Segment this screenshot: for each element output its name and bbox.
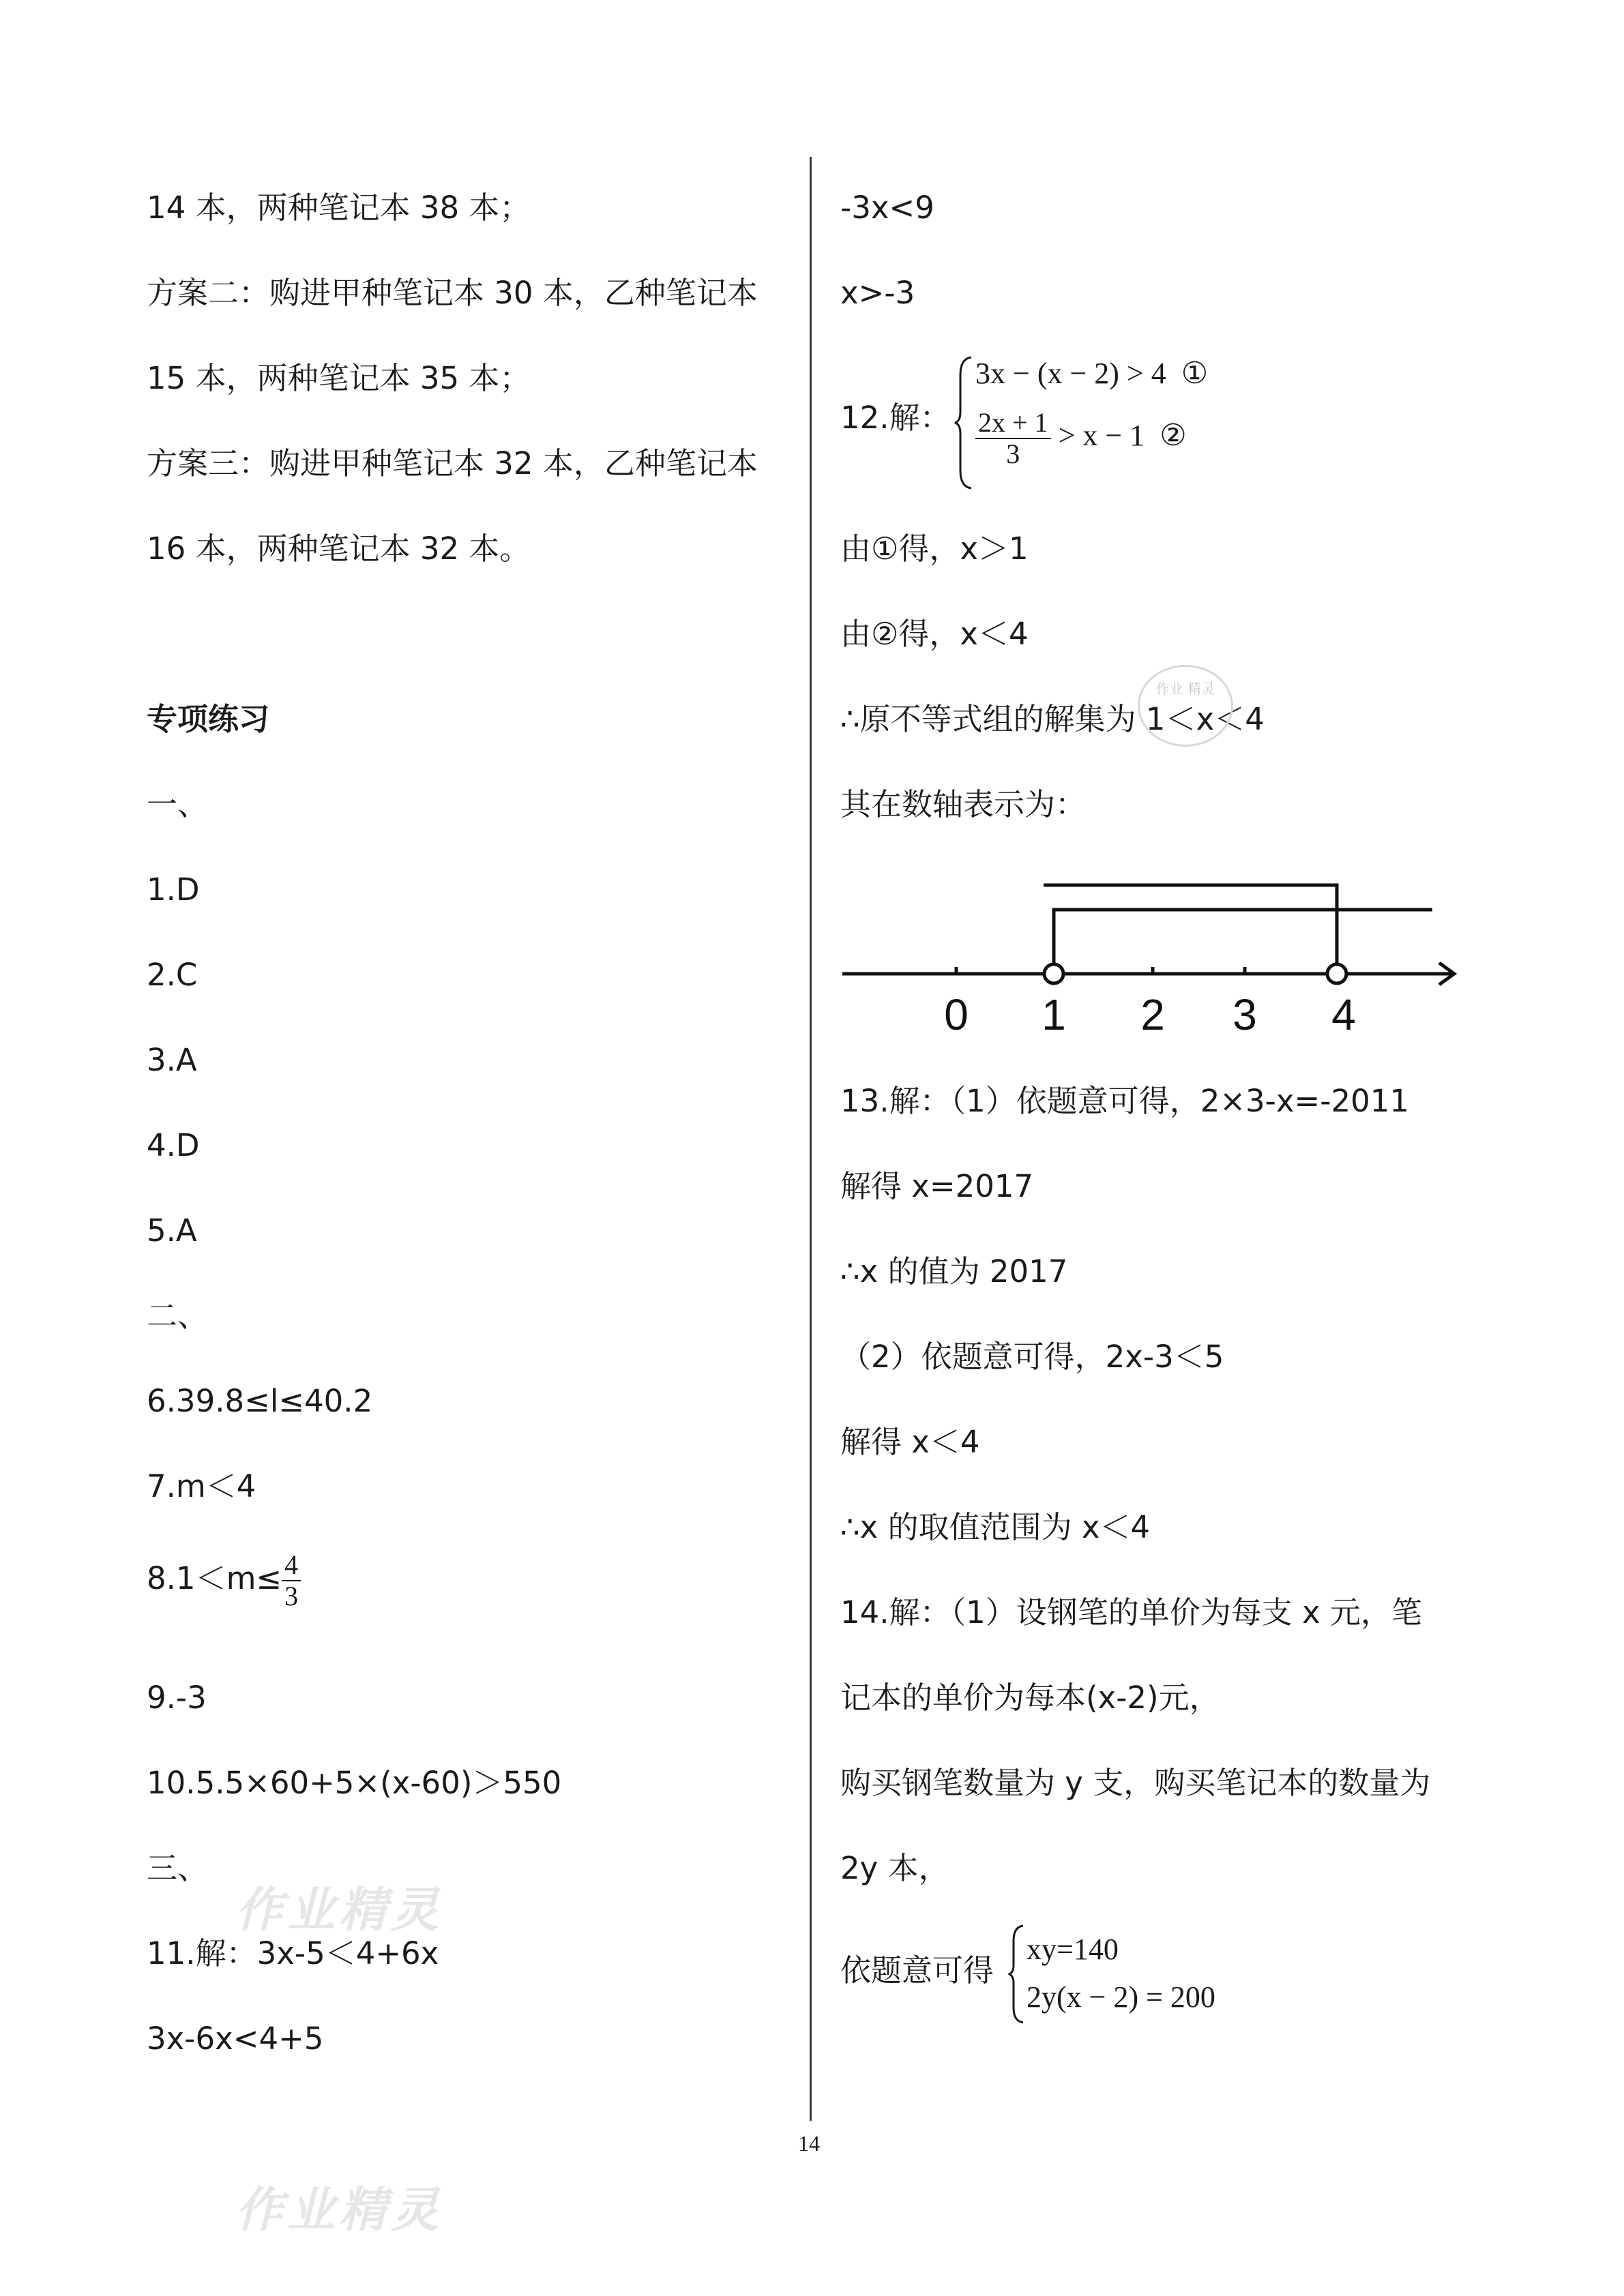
part-label: 一、 — [147, 786, 209, 822]
answer-item — [147, 1548, 301, 1611]
text-line: （2）依题意可得，2x-3＜5 — [840, 1339, 1224, 1375]
open-point-4 — [1327, 964, 1346, 983]
q14-system-label: 依题意可得 — [840, 1952, 994, 1988]
answer-item: 2.C — [147, 957, 198, 993]
answer-item: 3.A — [147, 1042, 197, 1078]
stamp-watermark: 作业 精灵 — [1138, 665, 1233, 747]
answer-item: 11.解：3x-5＜4+6x — [147, 1935, 439, 1971]
part-label: 二、 — [147, 1298, 209, 1334]
q14-equation-1: xy=140 — [1027, 1933, 1119, 1966]
q12-label: 12.解： — [840, 400, 951, 436]
text-line: 14.解：（1）设钢笔的单价为每支 x 元，笔 — [840, 1594, 1422, 1630]
text-line: 购买钢笔数量为 y 支，购买笔记本的数量为 — [840, 1765, 1431, 1801]
text-line: 解得 x＜4 — [840, 1424, 980, 1460]
text-line: ∴x 的取值范围为 x＜4 — [840, 1509, 1151, 1545]
watermark: 作业精灵 — [235, 1882, 443, 1938]
page-number: 14 — [798, 2131, 820, 2156]
q12-equation-1: 3x − (x − 2) > 4 ① — [975, 357, 1209, 390]
answer-item: 4.D — [147, 1127, 200, 1163]
text-line: 15 本，两种笔记本 35 本； — [147, 360, 531, 396]
part-label: 三、 — [147, 1850, 209, 1886]
text-line: x>-3 — [840, 275, 915, 311]
axis-label-4: 4 — [1331, 990, 1356, 1039]
q12-equation-2: $\frac{2x + 1}{3}$ > x − 1 ② — [975, 408, 1187, 469]
axis-label-3: 3 — [1232, 990, 1257, 1039]
text-line: 16 本，两种笔记本 32 本。 — [147, 531, 531, 567]
text-line: 方案二：购进甲种笔记本 30 本，乙种笔记本 — [147, 275, 758, 311]
answer-item: 10.5.5×60+5×(x-60)＞550 — [147, 1765, 562, 1801]
q14-equation-2: 2y(x − 2) = 200 — [1027, 1980, 1215, 2014]
fraction: $\frac{4}{3}$ — [282, 1550, 301, 1611]
system-brace — [1008, 1923, 1026, 2025]
column-divider — [810, 157, 812, 2121]
text-line: 记本的单价为每本(x-2)元， — [840, 1680, 1220, 1716]
watermark: 作业精灵 — [235, 2182, 443, 2238]
answer-item: 3x-6x<4+5 — [147, 2021, 324, 2057]
axis-label-0: 0 — [944, 990, 969, 1039]
text-line: 14 本，两种笔记本 38 本； — [147, 190, 531, 226]
text-line: 由②得，x＜4 — [840, 616, 1029, 652]
answer-item: 5.A — [147, 1212, 197, 1249]
section-title: 专项练习 — [147, 701, 270, 737]
open-point-1 — [1044, 964, 1063, 983]
answer-item: 9.-3 — [147, 1680, 207, 1716]
text-line: 13.解：（1）依题意可得，2×3-x=-2011 — [840, 1083, 1409, 1119]
text-line: 其在数轴表示为： — [840, 786, 1087, 822]
text-line: ∴原不等式组的解集为 1＜x＜4 — [840, 701, 1265, 737]
text-line: 解得 x=2017 — [840, 1168, 1034, 1204]
text-line: 方案三：购进甲种笔记本 32 本，乙种笔记本 — [147, 445, 758, 481]
bracket-x-lt-4 — [1044, 885, 1337, 974]
answer-prefix: 8.1＜m≤ — [147, 1560, 282, 1596]
system-brace — [954, 355, 974, 491]
axis-label-1: 1 — [1042, 990, 1066, 1039]
answer-item: 7.m＜4 — [147, 1468, 256, 1504]
number-line-figure — [839, 866, 1466, 1050]
axis-label-2: 2 — [1140, 990, 1165, 1039]
text-line: 2y 本， — [840, 1850, 949, 1886]
answer-item: 1.D — [147, 871, 200, 908]
text-line: ∴x 的值为 2017 — [840, 1253, 1068, 1289]
answer-item: 6.39.8≤l≤40.2 — [147, 1383, 373, 1419]
bracket-x-gt-1 — [1054, 910, 1432, 974]
text-line: -3x<9 — [840, 190, 934, 226]
text-line: 由①得，x＞1 — [840, 531, 1029, 567]
